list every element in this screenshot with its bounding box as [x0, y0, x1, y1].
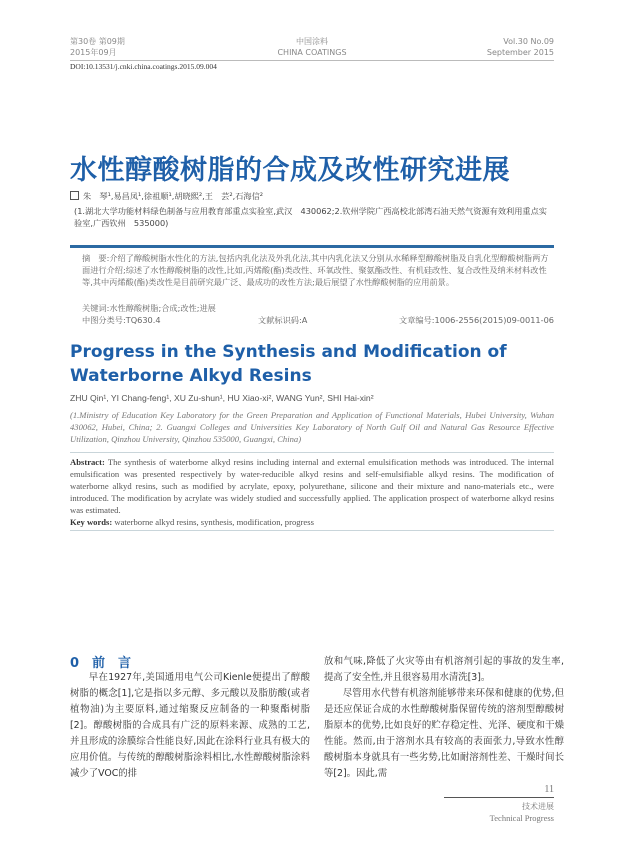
abstract-en-text: The synthesis of waterborne alkyd resins including internal and external emulsification methods was introduced. The internal emulsification was presented respectively by water-reducible alkyd resins and self-emulsifiable alkyd resins. The modification of waterborne alkyd resins, such as modified by acrylate, epoxy, polyurethane, silicone and their mixture and nano-materials etc., were introduced. The modification by acrylate was widely studied and successfully applied. The application prospect of waterborne alkyd resins was estimated. [70, 457, 554, 515]
footer-section-en: Technical Progress [489, 813, 554, 823]
footer-section-cn: 技术进展 [522, 802, 554, 811]
section-heading: 0 前 言 [70, 656, 132, 671]
keywords-cn: 关键词:水性醇酸树脂;合成;改性;进展 [82, 303, 216, 313]
abstract-top-rule [70, 452, 554, 453]
volume-en: Vol.30 No.09 [503, 37, 554, 46]
body-column-2-paragraph-1: 放和气味,降低了火灾等由有机溶剂引起的事故的发生率,提高了安全性,并且很容易用水清洗[3]。 [324, 656, 564, 683]
abstract-cn-label: 摘 要: [82, 253, 110, 263]
abstract-cn [82, 252, 552, 288]
keywords-en [70, 516, 554, 528]
date-en: September 2015 [486, 48, 554, 57]
authors-cn-line [70, 190, 263, 202]
abstract-en [70, 456, 554, 516]
abstract-en-label: Abstract: [70, 457, 105, 467]
article-number: 文章编号:1006-2556(2015)09-0011-06 [399, 315, 554, 325]
authors-cn: 朱 琴¹,易昌凤¹,徐祖顺¹,胡晓熙²,王 芸²,石海信² [83, 191, 264, 201]
abstract-cn-text: 介绍了醇酸树脂水性化的方法,包括内乳化法及外乳化法,其中内乳化法又分别从水稀释型醇酸树脂及自乳化型醇酸树脂两方面进行介绍;综述了水性醇酸树脂的改性,比如,丙烯酸(酯)类改性、环氧改性、聚氨酯改性、有机硅改性、复合改性及纳米材料改性等,其中丙烯酸(酯)类改性是目前研究最广泛、最成功的改性方法;最后展望了水性醇酸树脂的应用前景。 [82, 253, 549, 287]
header-rule [70, 60, 554, 61]
affiliations-cn: (1.湖北大学功能材料绿色制备与应用教育部重点实验室,武汉 430062;2.钦州学院广西高校北部湾石油天然气资源有效利用重点实验室,广西钦州 535000) [74, 206, 547, 228]
page-number: 11 [544, 784, 554, 795]
classification-code: 中图分类号:TQ630.4 [82, 315, 161, 325]
title-cn: 水性醇酸树脂的合成及改性研究进展 [70, 155, 510, 186]
header-right [487, 36, 554, 58]
body-column-2-paragraph-2: 尽管用水代替有机溶剂能够带来环保和健康的优势,但是还应保证合成的水性醇酸树脂保留传统的溶剂型醇酸树脂原本的优势,比如良好的贮存稳定性、光泽、硬度和干燥性能。然而,由于溶剂水具有较高的表面张力,导致水性醇酸树脂本身就具有一些劣势,比如耐溶剂性差、干燥时间长等[2]。因此,需 [324, 688, 564, 779]
document-code: 文献标识码:A [258, 315, 308, 325]
square-icon [70, 191, 79, 200]
volume-cn: 第30卷 第09期 [70, 37, 125, 46]
journal-cn: 中国涂料 [296, 37, 328, 46]
title-rule [70, 245, 554, 248]
date-cn: 2015年09月 [70, 48, 117, 57]
footer-rule [444, 797, 554, 798]
journal-en: CHINA COATINGS [277, 48, 347, 57]
body-column-1: 早在1927年,美国通用电气公司Kienle便提出了醇酸树脂的概念[1],它是指以多元醇、多元酸以及脂肪酸(或者植物油)为主要原料,通过缩聚反应制备的一种聚酯树脂[2]。醇酸树脂的合成具有广泛的原料来源、成熟的工艺,并且形成的涂膜综合性能良好,因此在涂料行业具有极大的应用价值。与传统的醇酸树脂涂料相比,水性醇酸树脂涂料减少了VOC的排 [70, 672, 310, 779]
keywords-en-label: Key words: [70, 517, 113, 527]
authors-en: ZHU Qin¹, YI Chang-feng¹, XU Zu-shun¹, HU Xiao-xi², WANG Yun², SHI Hai-xin² [70, 393, 374, 403]
abstract-bottom-rule [70, 530, 554, 531]
keywords-en-text: waterborne alkyd resins, synthesis, modification, progress [112, 517, 314, 527]
affiliations-en: (1.Ministry of Education Key Laboratory for the Green Preparation and Application of Functional Materials, Hubei University, Wuhan 430062, Hubei, China; 2. Guangxi Colleges and Universities Key Laboratory of North Gulf Oil and Natural Gas Resource Effective Utilization, Qinzhou University, Qinzhou 535000, Guangxi, China) [70, 410, 554, 444]
doi: DOI:10.13531/j.cnki.china.coatings.2015.09.004 [70, 62, 217, 71]
title-en: Progress in the Synthesis and Modification of Waterborne Alkyd Resins [70, 342, 507, 386]
